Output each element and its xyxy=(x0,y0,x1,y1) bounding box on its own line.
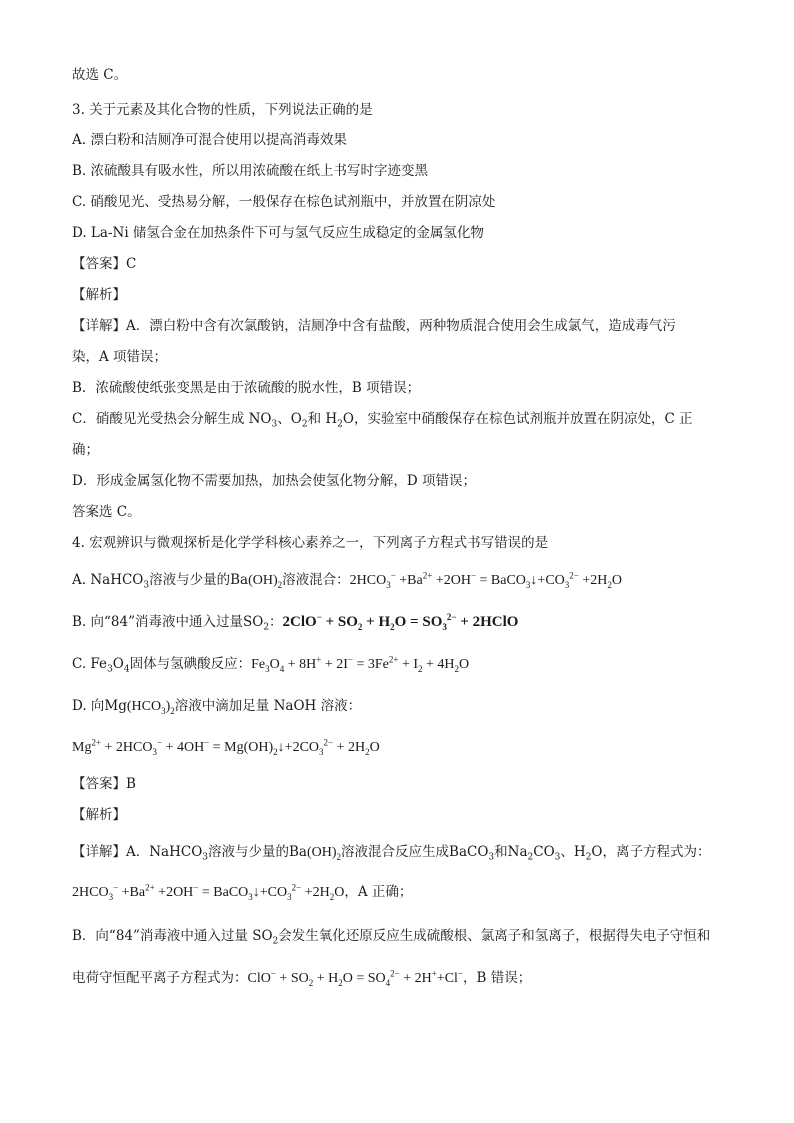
question-3-option-c: C. 硝酸见光、受热易分解，一般保存在棕色试剂瓶中，并放置在阴凉处 xyxy=(72,194,496,210)
question-4-detail xyxy=(72,969,531,988)
question-3-option-d: D. La-Ni 储氢合金在加热条件下可与氢气反应生成稳定的金属氢化物 xyxy=(72,225,484,241)
subscript: 3 xyxy=(554,852,561,863)
question-3-option-b: B. 浓硫酸具有吸水性，所以用浓硫酸在纸上书写时字迹变黑 xyxy=(72,163,429,179)
text-fragment: B．向“84”消毒液中通入过量 SO xyxy=(72,928,273,944)
subscript: 2 xyxy=(301,419,308,430)
question-3-option-a: A. 漂白粉和洁厕净可混合使用以提高消毒效果 xyxy=(72,132,347,148)
text-fragment: 【详解】A．NaHCO xyxy=(72,844,203,860)
equation: $2HCO_3^- +Ba^{2+} +2OH^-$ = $BaCO_3↓+CO_3^{2-} +2H_2O$ xyxy=(349,570,622,590)
text-fragment: D. 向Mg xyxy=(72,698,127,714)
subscript: 2 xyxy=(585,852,592,863)
formula: $(HCO_3)_2$ xyxy=(126,699,175,716)
question-4-option-b xyxy=(72,613,518,631)
text-fragment: 溶液混合： xyxy=(282,572,350,588)
text-fragment: O，实验室中硝酸保存在棕色试剂瓶并放置在阴凉处，C 正 xyxy=(342,411,693,427)
equation: $Mg^{2+} + 2HCO_3^- + 4OH^-$ = $Mg(OH)_2↓+2CO_3^{2-} + 2H_2O$ xyxy=(72,737,380,757)
question-4-stem: 4. 宏观辨识与微观探析是化学学科核心素养之一，下列离子方程式书写错误的是 xyxy=(72,535,549,551)
subscript: 2 xyxy=(337,419,343,430)
text-fragment: 固体与氢碘酸反应： xyxy=(129,656,252,672)
question-3-stem: 3. 关于元素及其化合物的性质，下列说法正确的是 xyxy=(72,102,373,118)
question-3-detail: 【详解】A．漂白粉中含有次氯酸钠，洁厕净中含有盐酸，两种物质混合使用会生成氯气，造成毒气污 xyxy=(72,318,676,334)
question-3-conclusion: 答案选 C。 xyxy=(72,504,141,520)
text-fragment: 溶液与少量的Ba xyxy=(149,572,249,588)
text-fragment: 和Na xyxy=(494,844,528,860)
text-fragment: C. Fe xyxy=(72,656,108,672)
text-line: 故选 C。 xyxy=(72,67,128,83)
question-3-answer: 【答案】C xyxy=(72,256,137,272)
text-fragment: CO xyxy=(533,844,555,860)
text-fragment: 和 H xyxy=(307,411,338,427)
text-fragment: ： xyxy=(269,614,283,630)
subscript: 2 xyxy=(527,852,534,863)
question-3-detail: 确； xyxy=(72,442,99,458)
text-fragment: 溶液混合反应生成BaCO xyxy=(341,844,489,860)
question-4-answer: 【答案】B xyxy=(72,776,136,792)
subscript: 3 xyxy=(271,419,278,430)
subscript: 4 xyxy=(123,664,130,675)
question-3-detail: D．形成金属氢化物不需要加热，加热会使氢化物分解，D 项错误； xyxy=(72,473,476,489)
question-3-detail: 染，A 项错误； xyxy=(72,349,168,365)
text-fragment: A. NaHCO xyxy=(72,572,144,588)
formula: $(OH)_2$ xyxy=(248,573,283,590)
question-4-detail xyxy=(72,843,711,862)
question-3-detail xyxy=(72,410,693,428)
equation: $Fe_3O_4 + 8H^+ + 2I^- = 3Fe^{2+} + I_2 + 4H_2O$ xyxy=(251,654,470,674)
equation: $ClO^- + SO_2 + H_2O = SO_4^{2-} + 2H^++Cl^-$ xyxy=(247,968,464,988)
text-fragment: 溶液与少量的Ba xyxy=(208,844,307,860)
text-fragment: 会发生氧化还原反应生成硫酸根、氯离子和氢离子，根据得失电子守恒和 xyxy=(278,928,711,944)
text-fragment: O xyxy=(112,656,124,672)
text-fragment: B. 向“84”消毒液中通入过量SO xyxy=(72,614,264,630)
equation: $2HCO_3^- +Ba^{2+} +2OH^-$ = $BaCO_3↓+CO_3^{2-} +2H_2O$ xyxy=(72,882,345,902)
subscript: 3 xyxy=(143,580,150,591)
text-fragment: 、H xyxy=(560,844,586,860)
question-4-detail xyxy=(72,927,710,945)
equation: $2ClO^- + SO_2 + H_2O = SO_3^{2-}$ + 2HClO xyxy=(282,612,519,632)
subscript: 2 xyxy=(263,622,270,633)
text-fragment: 、O xyxy=(277,411,302,427)
question-4-option-c xyxy=(72,655,469,674)
subscript: 3 xyxy=(202,852,209,863)
text-fragment: 电荷守恒配平离子方程式为： xyxy=(72,970,248,986)
question-4-option-d xyxy=(72,697,361,716)
subscript: 3 xyxy=(107,664,113,675)
question-4-option-a xyxy=(72,571,622,590)
subscript: 2 xyxy=(272,936,279,947)
text-fragment: O，离子方程式为： xyxy=(591,844,711,860)
text-fragment: ，B 错误； xyxy=(463,970,532,986)
text-fragment: 溶液中滴加足量 NaOH 溶液： xyxy=(174,698,362,714)
formula: $(OH)_2$ xyxy=(307,845,342,862)
question-4-option-d-equation xyxy=(72,738,380,757)
text-fragment: C．硝酸见光受热会分解生成 NO xyxy=(72,411,272,427)
question-3-detail: B．浓硫酸使纸张变黑是由于浓硫酸的脱水性，B 项错误； xyxy=(72,380,421,396)
question-3-analysis-heading: 【解析】 xyxy=(72,287,126,303)
text-fragment: ，A 正确； xyxy=(344,884,413,900)
question-4-analysis-heading: 【解析】 xyxy=(72,807,126,823)
subscript: 3 xyxy=(488,852,495,863)
question-4-detail xyxy=(72,883,412,902)
